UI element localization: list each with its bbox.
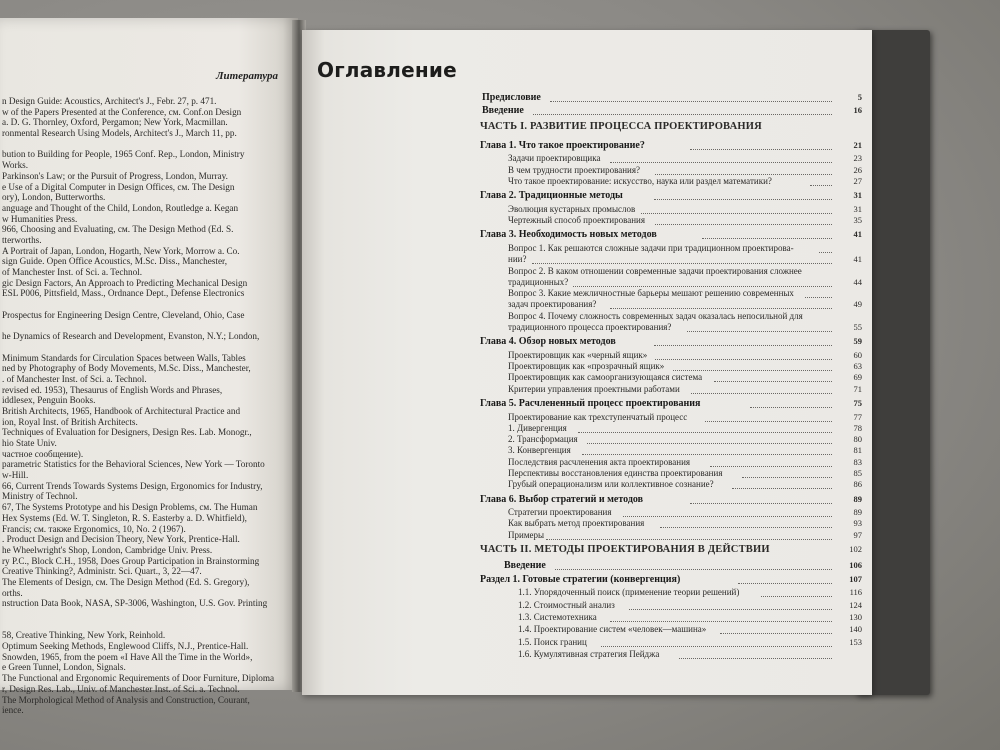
- toc-page-number: 63: [853, 361, 862, 372]
- toc-leader-dots: [679, 649, 832, 659]
- toc-page-number: 21: [853, 139, 862, 150]
- bibliography-line: 966, Choosing and Evaluating, см. The Design Method (Ed. S.: [2, 224, 234, 235]
- bibliography-line: n Design Guide: Acoustics, Architect's J., Febr. 27, p. 471.: [2, 96, 217, 106]
- toc-entry-title: 1.1. Упорядоченный поиск (применение теории решений): [518, 587, 740, 598]
- bibliography-line: 66, Current Trends Towards Systems Design, Ergonomics for Industry,: [2, 480, 263, 491]
- toc-leader-dots: [655, 350, 832, 360]
- toc-leader-dots: [690, 140, 832, 150]
- toc-entry: [302, 612, 872, 624]
- toc-entry: [302, 153, 872, 164]
- bibliography-line: w of the Papers Presented at the Conference, см. Conf.on Design: [2, 106, 242, 117]
- toc-entry-title: Последствия расчленения акта проектирования: [508, 456, 691, 467]
- bibliography-line: he Wheelwright's Shop, London, Cambridge Univ. Press.: [2, 544, 213, 555]
- bibliography-line: anguage and Thought of the Child, London, Routledge a. Kegan: [2, 202, 239, 213]
- bibliography-line: revised ed. 1953), Thesaurus of English Words and Phrases,: [2, 384, 223, 395]
- toc-leader-dots: [654, 190, 832, 200]
- toc-page-number: 130: [849, 612, 862, 622]
- toc-entry: [302, 92, 872, 105]
- toc-leader-dots: [805, 288, 832, 298]
- bibliography-line: [0, 609, 290, 620]
- toc-entry-title: Глава 6. Выбор стратегий и методов: [480, 493, 644, 505]
- toc-entry-title: 1.3. Системотехника: [518, 612, 597, 622]
- toc-entry-title: Задачи проектировщика: [508, 153, 601, 164]
- toc-entry-title: 1.2. Стоимостный анализ: [518, 599, 615, 610]
- bibliography-line: Works.: [2, 160, 29, 171]
- bibliography-line: [0, 342, 290, 353]
- bibliography-line: ned by Photography of Body Movements, M.Sc. Diss., Manchester,: [2, 363, 251, 374]
- bibliography-line: ory), London, Butterworths.: [2, 192, 106, 203]
- toc-entry-title: Глава 1. Что такое проектирование?: [480, 139, 645, 151]
- toc-leader-dots: [690, 494, 832, 504]
- toc-entry: [302, 423, 872, 434]
- bibliography-line: orths.: [2, 587, 23, 598]
- toc-entry: [302, 587, 872, 599]
- bibliography-line: The Functional and Ergonomic Requirements of Door Furniture, Diploma: [2, 673, 275, 684]
- toc-entry-title: Перспективы восстановления единства проектирования: [508, 468, 723, 478]
- toc-entry-title: Проектировщик как самоорганизующаяся система: [508, 372, 703, 383]
- toc-leader-dots: [655, 165, 832, 175]
- toc-entry: [302, 479, 872, 490]
- toc-page-number: 69: [853, 372, 862, 383]
- toc-entry: [302, 254, 872, 265]
- toc-page-number: 106: [849, 559, 862, 570]
- toc-entry-title: Глава 3. Необходимость новых методов: [480, 229, 657, 241]
- toc-entry: [302, 361, 872, 372]
- bibliography-line: w-Hill.: [2, 470, 29, 481]
- toc-page-number: 102: [849, 544, 862, 554]
- toc-page-number: 124: [849, 599, 862, 610]
- toc-entry: [302, 277, 872, 288]
- toc-leader-dots: [761, 587, 832, 597]
- toc-page-number: 116: [849, 587, 862, 598]
- toc-entry-title: 1.4. Проектирование систем «человек—машина»: [518, 624, 707, 635]
- toc-page-number: 31: [853, 190, 862, 201]
- bibliography-line: . Product Design and Decision Theory, New York, Prentice-Hall.: [2, 534, 240, 545]
- bibliography-line: [0, 620, 290, 631]
- toc-entry-title: Вопрос 3. Какие межличностные барьеры мешают решению современных: [508, 288, 794, 299]
- toc-entry: [302, 243, 872, 254]
- toc-leader-dots: [702, 229, 832, 239]
- bibliography-line: nstruction Data Book, NASA, SP-3006, Washington, U.S. Gov. Printing: [2, 598, 268, 609]
- bibliography-line: 58, Creative Thinking, New York, Reinhold.: [2, 630, 166, 641]
- toc-entry-title: Эволюция кустарных промыслов: [508, 203, 636, 214]
- left-page-heading: Литература: [216, 70, 278, 82]
- bibliography-line: w Humanities Press.: [2, 213, 78, 224]
- bibliography-line: Minimum Standards for Circulation Spaces between Walls, Tables: [2, 352, 246, 363]
- toc-entry-title: Глава 4. Обзор новых методов: [480, 336, 616, 348]
- toc-leader-dots: [810, 176, 832, 186]
- toc-entry-title: Раздел 1. Готовые стратегии (конвергенция): [480, 574, 681, 585]
- bibliography-line: [0, 139, 290, 150]
- toc-page-number: 44: [853, 276, 862, 287]
- toc-leader-dots: [691, 384, 832, 394]
- toc-leader-dots: [623, 507, 832, 517]
- bibliography-list: [0, 96, 290, 716]
- toc-leader-dots: [610, 299, 832, 309]
- toc-page-number: 23: [853, 153, 862, 164]
- right-page: [302, 30, 872, 695]
- toc-entry: [302, 434, 872, 445]
- toc-page-number: 71: [853, 383, 862, 394]
- toc-entry: [302, 372, 872, 383]
- toc-page-number: 41: [853, 254, 862, 265]
- toc-entry-title: Проектировщик как «прозрачный ящик»: [508, 361, 665, 372]
- toc-leader-dots: [687, 322, 832, 332]
- toc-entry: [302, 165, 872, 176]
- bibliography-line: parametric Statistics for the Behavioral Sciences, New York — Toronto: [2, 459, 265, 470]
- toc-entry-title: Глава 2. Традиционные методы: [480, 190, 623, 202]
- toc-entry-title: 3. Конвергенция: [508, 445, 571, 456]
- toc-page-number: 93: [853, 518, 862, 529]
- toc-entry: [302, 518, 872, 529]
- toc-entry: [302, 176, 872, 187]
- toc-leader-dots: [654, 336, 832, 346]
- toc-entry-title: нии?: [508, 254, 527, 265]
- bibliography-line: Prospectus for Engineering Design Centre, Cleveland, Ohio, Case: [2, 309, 245, 320]
- toc-entry-title: Что такое проектирование: искусство, наука или раздел математики?: [508, 176, 772, 186]
- toc-page-number: 5: [857, 92, 862, 102]
- toc-entry-title: Вопрос 4. Почему сложность современных задач оказалась непосильной для: [508, 310, 803, 321]
- toc-page-number: 89: [853, 507, 862, 518]
- bibliography-line: Parkinson's Law; or the Pursuit of Progress, London, Murray.: [2, 170, 228, 181]
- toc-entry-title: Введение: [482, 105, 524, 117]
- bibliography-line: gic Design Factors, An Approach to Predicting Mechanical Design: [2, 277, 248, 288]
- toc-leader-dots: [546, 530, 832, 540]
- toc-entry: [302, 311, 872, 322]
- toc-entry-title: Примеры: [508, 529, 545, 540]
- toc-page-number: 16: [853, 105, 862, 116]
- toc-page-number: 85: [853, 468, 862, 478]
- toc-page-number: 81: [853, 445, 862, 456]
- bibliography-line: 67, The Systems Prototype and his Design Problems, см. The Human: [2, 502, 258, 513]
- bibliography-line: Francis; см. также Ergonomics, 10, No. 2 (1967).: [2, 523, 186, 534]
- toc-entry: [302, 215, 872, 226]
- toc-entry-title: Вопрос 1. Как решаются сложные задачи при традиционном проектирова-: [508, 242, 794, 253]
- toc-entry-title: 2. Трансформация: [508, 434, 578, 445]
- toc-entry-title: Чертежный способ проектирования: [508, 215, 645, 226]
- toc-entry: [302, 468, 872, 479]
- left-page: [0, 18, 298, 716]
- toc-entry-title: Глава 5. Расчлененный процесс проектирования: [480, 398, 701, 409]
- toc-page-number: 153: [849, 636, 862, 647]
- bibliography-line: hio State Univ.: [2, 438, 57, 448]
- toc-entry: [302, 229, 872, 243]
- toc-page-number: 140: [849, 624, 862, 635]
- toc-entry: [302, 299, 872, 310]
- toc-leader-dots: [742, 468, 833, 478]
- bibliography-line: Techniques of Evaluation for Designers, Design Res. Lab. Monogr.,: [2, 427, 252, 438]
- toc-page-number: 55: [853, 322, 862, 332]
- toc-entry: [302, 412, 872, 423]
- toc-leader-dots: [573, 277, 832, 287]
- toc-leader-dots: [610, 612, 832, 622]
- toc-page-number: 77: [853, 411, 862, 422]
- toc-entry-title: традиционного процесса проектирования?: [508, 322, 672, 332]
- bibliography-line: A Portrait of Japan, London, Hogarth, New York, Morrow a. Co.: [2, 245, 240, 256]
- toc-leader-dots: [655, 215, 832, 225]
- toc-page-number: 49: [853, 299, 862, 310]
- toc-entry: [302, 190, 872, 204]
- toc-leader-dots: [673, 361, 832, 371]
- toc-page-number: 80: [853, 434, 862, 445]
- toc-leader-dots: [641, 204, 832, 214]
- bibliography-line: of Manchester Inst. of Sci. a. Technol.: [2, 267, 143, 277]
- toc-entry-title: 1.6. Кумулятивная стратегия Пейджа: [518, 649, 660, 660]
- toc-entry: [302, 624, 872, 636]
- toc-title: Оглавление: [317, 58, 457, 82]
- toc-entry: [302, 494, 872, 508]
- toc-entry-title: Предисловие: [482, 92, 541, 103]
- toc-entry-title: В чем трудности проектирования?: [508, 164, 641, 175]
- toc-leader-dots: [533, 105, 832, 115]
- toc-entry: [302, 574, 872, 587]
- toc-entry-title: ЧАСТЬ I. РАЗВИТИЕ ПРОЦЕССА ПРОЕКТИРОВАНИЯ: [480, 121, 762, 133]
- bibliography-line: The Elements of Design, см. The Design Method (Ed. S. Gregory),: [2, 576, 250, 587]
- bibliography-line: ESL P006, Pittsfield, Mass., Ordnance Dept., Defense Electronics: [2, 288, 245, 299]
- toc-entry: [302, 560, 872, 573]
- bibliography-line: Hex Systems (Ed. W. T. Singleton, R. S. Easterby a. D. Whitfield),: [2, 512, 247, 523]
- toc-leader-dots: [601, 637, 832, 647]
- toc-page-number: 107: [849, 574, 862, 584]
- toc-entry: [302, 140, 872, 154]
- toc-page-number: 86: [853, 479, 862, 490]
- toc-leader-dots: [750, 398, 832, 408]
- toc-entry-title: традиционных?: [508, 276, 569, 287]
- bibliography-line: a. D. G. Thornley, Oxford, Pergamon; New York, Macmillan.: [2, 117, 228, 128]
- toc-page-number: 31: [853, 203, 862, 214]
- toc-entry-title: Введение: [504, 559, 546, 571]
- toc-page-number: 75: [853, 398, 862, 408]
- bibliography-line: [0, 299, 290, 310]
- toc-leader-dots: [555, 560, 832, 570]
- toc-leader-dots: [629, 600, 832, 610]
- bibliography-line: Ministry of Technol.: [2, 491, 78, 502]
- toc-entry-title: 1. Дивергенция: [508, 422, 567, 433]
- toc-entry: [302, 336, 872, 350]
- toc-leader-dots: [732, 479, 832, 489]
- toc-page-number: 60: [853, 349, 862, 360]
- toc-entry: [302, 322, 872, 333]
- bibliography-line: he Dynamics of Research and Development, Evanston, N.Y.; London,: [2, 331, 260, 342]
- toc-page-number: 26: [853, 164, 862, 175]
- toc-entry-title: Критерии управления проектными работами: [508, 383, 680, 394]
- bibliography-line: r, Design Res. Lab., Univ. of Manchester Inst. of Sci. a. Technol.: [2, 683, 240, 694]
- bibliography-line: iddlesex, Penguin Books.: [2, 395, 96, 406]
- bibliography-line: Optimum Seeking Methods, Englewood Cliffs, N.J., Prentice-Hall.: [2, 641, 249, 652]
- toc-leader-dots: [819, 243, 832, 253]
- bibliography-line: e Use of a Digital Computer in Design Offices, см. The Design: [2, 181, 235, 192]
- bibliography-line: British Architects, 1965, Handbook of Architectural Practice and: [2, 405, 241, 416]
- bibliography-line: sign Guide. Open Office Acoustics, M.Sc. Diss., Manchester,: [2, 256, 228, 267]
- toc-entry: [302, 507, 872, 518]
- toc-leader-dots: [582, 445, 832, 455]
- toc-leader-dots: [720, 624, 832, 634]
- toc-page-number: 35: [853, 215, 862, 226]
- toc-entry-title: Грубый операционализм или коллективное сознание?: [508, 479, 714, 490]
- toc-page-number: 41: [853, 229, 862, 240]
- toc-entry-title: Стратегии проектирования: [508, 507, 612, 518]
- toc-leader-dots: [587, 434, 832, 444]
- toc-entry-title: Как выбрать метод проектирования: [508, 518, 645, 529]
- toc-page-number: 89: [853, 493, 862, 504]
- toc-leader-dots: [714, 372, 832, 382]
- bibliography-line: ience.: [2, 705, 24, 716]
- bibliography-line: tterworths.: [2, 234, 42, 245]
- bibliography-line: Snowden, 1965, from the poem «I Have All the Time in the World»,: [2, 651, 253, 662]
- toc-leader-dots: [532, 254, 832, 264]
- toc-entry: [302, 204, 872, 215]
- toc-page-number: 78: [853, 422, 862, 433]
- toc-leader-dots: [710, 457, 832, 467]
- toc-entry-title: Проектирование как трехступенчатый процесс: [508, 411, 688, 422]
- toc-entry: [302, 288, 872, 299]
- toc-entry: [302, 105, 872, 118]
- toc-entry: [302, 637, 872, 649]
- bibliography-line: ronmental Research Using Models, Architect's J., March 11, pp.: [2, 128, 237, 139]
- toc-leader-dots: [610, 153, 832, 163]
- bibliography-line: ion, Royal Inst. of British Architects.: [2, 416, 138, 427]
- toc-entry: [302, 530, 872, 541]
- toc-entry-title: 1.5. Поиск границ: [518, 636, 587, 647]
- toc-page-number: 97: [853, 529, 862, 540]
- toc-entry: [302, 384, 872, 395]
- bibliography-line: e Green Tunnel, London, Signals.: [2, 662, 126, 673]
- bibliography-line: bution to Building for People, 1965 Conf. Rep., London, Ministry: [2, 149, 245, 160]
- toc-leader-dots: [578, 423, 832, 433]
- toc-entry: [302, 121, 872, 137]
- toc-entry: [302, 600, 872, 612]
- toc-entry: [302, 445, 872, 456]
- toc-entry-title: задач проектирования?: [508, 299, 597, 310]
- toc-leader-dots: [550, 92, 832, 102]
- toc-entry: [302, 544, 872, 560]
- bibliography-line: ry P.C., Block C.H., 1958, Does Group Participation in Brainstorming: [2, 555, 260, 566]
- toc-leader-dots: [738, 574, 832, 584]
- toc-entry-title: Вопрос 2. В каком отношении современные задачи проектирования сложнее: [508, 265, 802, 276]
- toc-entry: [302, 398, 872, 412]
- toc-leader-dots: [705, 412, 832, 422]
- bibliography-line: . of Manchester Inst. of Sci. a. Technol.: [2, 373, 147, 384]
- bibliography-line: частное сообщение).: [2, 448, 84, 459]
- toc-entry: [302, 266, 872, 277]
- bibliography-line: The Morphological Method of Analysis and Construction, Courant,: [2, 694, 250, 705]
- toc-leader-dots: [660, 518, 832, 528]
- toc-entry: [302, 457, 872, 468]
- bibliography-line: Creative Thinking?, Administr. Sci. Quart., 3, 22—47.: [2, 566, 202, 577]
- toc-page-number: 83: [853, 456, 862, 467]
- bibliography-line: [0, 320, 290, 331]
- toc-entry-title: Проектировщик как «черный ящик»: [508, 349, 648, 360]
- toc-entry: [302, 350, 872, 361]
- toc-entry: [302, 649, 872, 661]
- toc-entry-title: ЧАСТЬ II. МЕТОДЫ ПРОЕКТИРОВАНИЯ В ДЕЙСТВИИ: [480, 544, 770, 555]
- toc-page-number: 27: [853, 176, 862, 186]
- toc-page-number: 59: [853, 336, 862, 347]
